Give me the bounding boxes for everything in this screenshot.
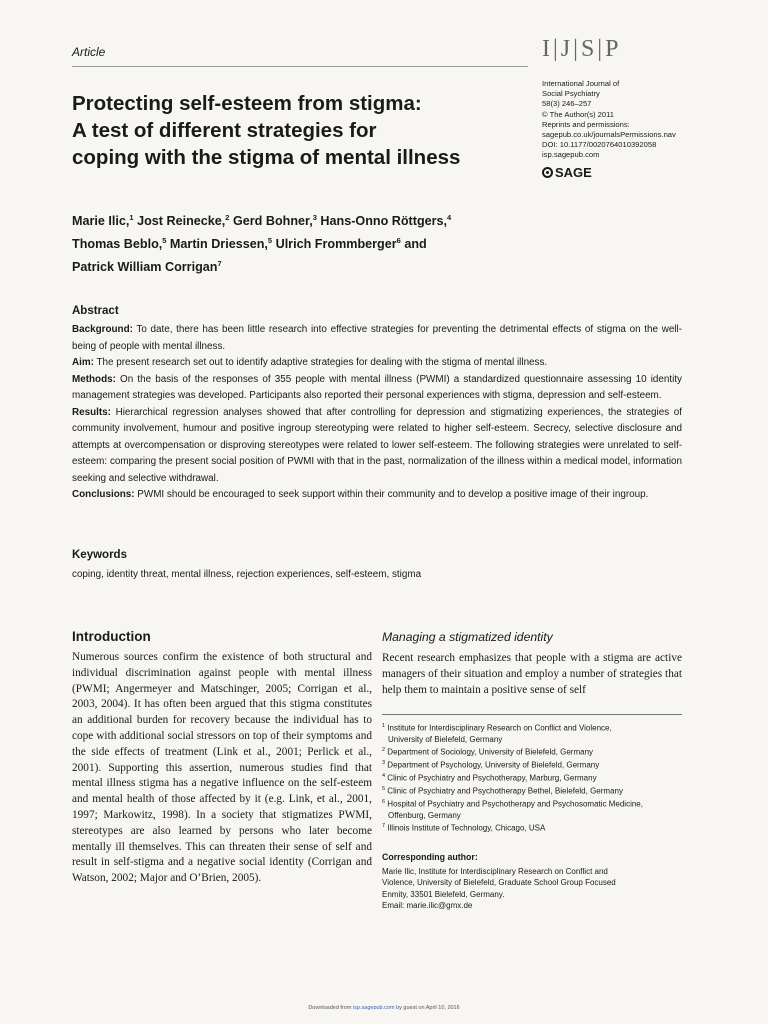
managing-body: Recent research emphasizes that people with a stigma are active managers of their situation and employ a number of strategies that help them to maintain a positive sense of self [382,652,682,696]
managing-heading: Managing a stigmatized identity [382,630,553,644]
author-name: Hans-Onno Röttgers, [316,214,448,229]
journal-name: International Journal of [542,79,620,88]
title-line: Protecting self-esteem from stigma: [72,92,422,115]
author-line [72,254,592,277]
author-affil-sup: 5 [267,236,273,246]
author-affil-sup: 5 [162,236,167,246]
title-line: A test of different strategies for [72,119,377,142]
header-divider [72,66,528,67]
download-footer [0,1005,768,1011]
sage-wordmark: SAGE [555,165,592,180]
corresponding-email[interactable]: Email: marie.ilic@gmx.de [382,900,473,910]
author-name: and [400,237,427,252]
abstract-aim: Aim: The present research set out to identify adaptive strategies for dealing with the stigma of mental illness. [72,357,548,368]
author-affil-sup: 4 [447,213,452,222]
footnote-divider [382,714,682,715]
abstract-results: Results: Hierarchical regression analyses showed that after controlling for depression and stigmatizing experiences, the strategies of community involvement, humour and positive ingroup stereotyping were related to higher self-esteem. Secrecy, selective disclosure and attempts at overcompensation or disproving stereotypes were related to lower self-esteem. The following strategies were unrelated to self-esteem: comparing the present social position of PWMI with that in the past, normalization of the illness within a medical model, information seeking and selective withdrawal. [72,406,682,484]
abstract-heading: Abstract [72,305,119,317]
author-name: Jost Reinecke, [133,214,226,229]
footer-prefix: Downloaded from [308,1005,353,1011]
author-name: Marie Ilic, [72,214,130,229]
introduction-body: Numerous sources confirm the existence of both structural and individual discrimination against people with mental illness (PWMI; Angermeyer and Matschinger, 2005; Corrigan et al., 2003, 2004). It has often been argued that this stigma constitutes an additional burden for recovery because the individual has to cope with additional social stressors on top of their symptoms and the side effects of treatment (Link et al., 2001; Perlick et al., 2001). Supporting this assertion, numerous studies find that mental illness stigma has a negative influence on the self-esteem and mental health of those affected by it (e.g. Link, et al., 2001, 1997; Markowitz, 1998). In a society that stigmatizes PWMI, stereotypes are also learned by persons who later become mentally ill themselves. This can threaten their sense of self and result in self-stigma and a negative social identity (Corrigan and Watson, 2002; Major and O’Brien, 2005). [72,651,372,885]
affiliation-list [382,721,692,834]
corresponding-author-details [382,866,682,911]
affiliation-item: University of Bielefeld, Germany [388,734,503,744]
footer-suffix: by guest on April 10, 2016 [394,1005,460,1011]
copyright: © The Author(s) 2011 [542,109,615,119]
keywords-list: coping, identity threat, mental illness, rejection experiences, self-esteem, stigma [72,569,422,580]
abstract-background: Background: To date, there has been little research into effective strategies for preventing the detrimental effects of stigma on the well-being of people with mental illness. [72,324,682,352]
author-name: Martin Driessen, [166,237,268,252]
author-name: Patrick William Corrigan [72,260,218,275]
affiliation-item: $^2$ Department of Sociology, University of Bielefeld, Germany [382,747,594,757]
footer-link[interactable]: isp.sagepub.com [352,1005,395,1011]
title-line: coping with the stigma of mental illness [72,146,461,169]
affiliation-item: $^1$ Institute for Interdisciplinary Research on Conflict and Violence, [382,723,612,733]
author-affil-sup: 1 [129,213,134,222]
affiliation-item: $^3$ Department of Psychology, University of Bielefeld, Germany [382,760,600,770]
corresponding-line: Enmity, 33501 Bielefeld, Germany. [382,889,505,899]
affiliation-item: $^7$ Illinois Institute of Technology, Chicago, USA [382,823,546,833]
reprints-label: Reprints and permissions: [542,119,630,129]
author-name: Ulrich Frommberger [272,237,397,252]
corresponding-line: Marie Ilic, Institute for Interdisciplinary Research on Conflict and [382,867,608,876]
journal-volume: 58(3) 246–257 [542,99,592,109]
article-type-label: Article [72,45,106,59]
doi[interactable]: DOI: 10.1177/0020764010392058 [542,140,657,150]
author-affil-sup: 3 [312,213,317,222]
abstract-methods: Methods: On the basis of the responses of 355 people with mental illness (PWMI) a standardized questionnaire assessing 10 identity management strategies was developed. Participants also reported their personal experiences with stigma, depression and self-esteem. [72,373,682,401]
sage-logo [542,165,592,180]
affiliation-item: $^4$ Clinic of Psychiatry and Psychotherapy, Marburg, Germany [382,773,597,783]
sage-mark-icon [542,167,553,178]
keywords-heading: Keywords [72,549,127,561]
introduction-heading: Introduction [72,629,151,644]
abstract-conclusions: Conclusions: PWMI should be encouraged to seek support within their community and to develop a positive image of their ingroup. [72,489,649,500]
author-line [72,231,592,254]
author-affil-sup: 2 [225,213,230,222]
author-affil-sup: 6 [396,236,401,246]
author-line [72,208,592,231]
journal-logo: I|J|S|P [542,36,622,62]
affiliation-item: $^5$ Clinic of Psychiatry and Psychotherapy Bethel, Bielefeld, Germany [382,786,623,796]
journal-site[interactable]: isp.sagepub.com [542,150,600,160]
abstract-body [72,322,682,504]
corresponding-line: Violence, University of Bielefeld, Graduate School Group Focused [382,878,616,888]
author-name: Thomas Beblo, [72,237,163,252]
author-name: Gerd Bohner, [229,214,313,229]
affiliation-item: Offenburg, Germany [388,811,461,821]
author-list [72,208,592,278]
reprints-url[interactable]: sagepub.co.uk/journalsPermissions.nav [542,130,676,140]
corresponding-author-heading: Corresponding author: [382,852,478,862]
author-affil-sup: 7 [217,259,222,269]
journal-info [542,79,676,161]
affiliation-item: $^6$ Hospital of Psychiatry and Psychotherapy and Psychosomatic Medicine, [382,799,643,809]
paper-title [72,90,532,171]
journal-name-2: Social Psychiatry [542,89,600,99]
